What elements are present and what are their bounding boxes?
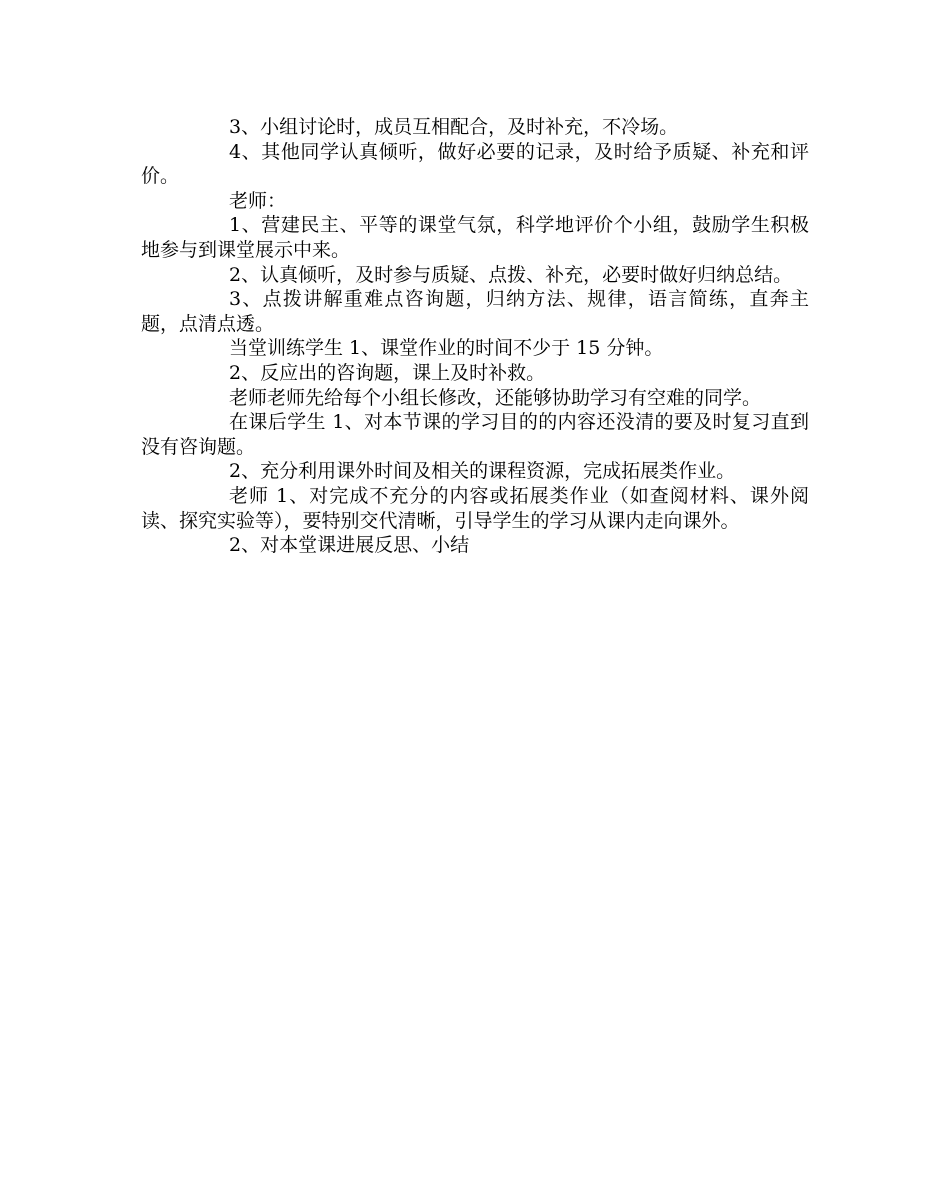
paragraph: 老师： — [229, 189, 287, 212]
paragraph: 在课后学生 1、对本节课的学习目的的内容还没清的要及时复习直到没有咨询题。 — [141, 411, 809, 458]
paragraph: 2、认真倾听，及时参与质疑、点拨、补充，必要时做好归纳总结。 — [229, 263, 793, 286]
paragraph: 2、反应出的咨询题，课上及时补救。 — [229, 361, 546, 384]
paragraph: 2、对本堂课进展反思、小结 — [229, 534, 470, 557]
paragraph: 当堂训练学生 1、课堂作业的时间不少于 15 分钟。 — [229, 337, 664, 360]
paragraph: 老师老师先给每个小组长修改，还能够协助学习有空难的同学。 — [229, 386, 762, 409]
document-body — [141, 115, 809, 558]
paragraph: 3、小组讨论时，成员互相配合，及时补充，不冷场。 — [229, 116, 679, 138]
paragraph: 4、其他同学认真倾听，做好必要的记录，及时给予质疑、补充和评价。 — [141, 140, 809, 188]
paragraph: 3、点拨讲解重难点咨询题，归纳方法、规律，语言简练，直奔主题，点清点透。 — [141, 288, 809, 335]
paragraph: 1、营建民主、平等的课堂气氛，科学地评价个小组，鼓励学生积极地参与到课堂展示中来。 — [141, 214, 809, 261]
paragraph: 2、充分利用课外时间及相关的课程资源，完成拓展类作业。 — [229, 460, 736, 483]
paragraph: 老师 1、对完成不充分的内容或拓展类作业（如查阅材料、课外阅读、探究实验等），要特别交代清晰，引导学生的学习从课内走向课外。 — [141, 484, 809, 532]
